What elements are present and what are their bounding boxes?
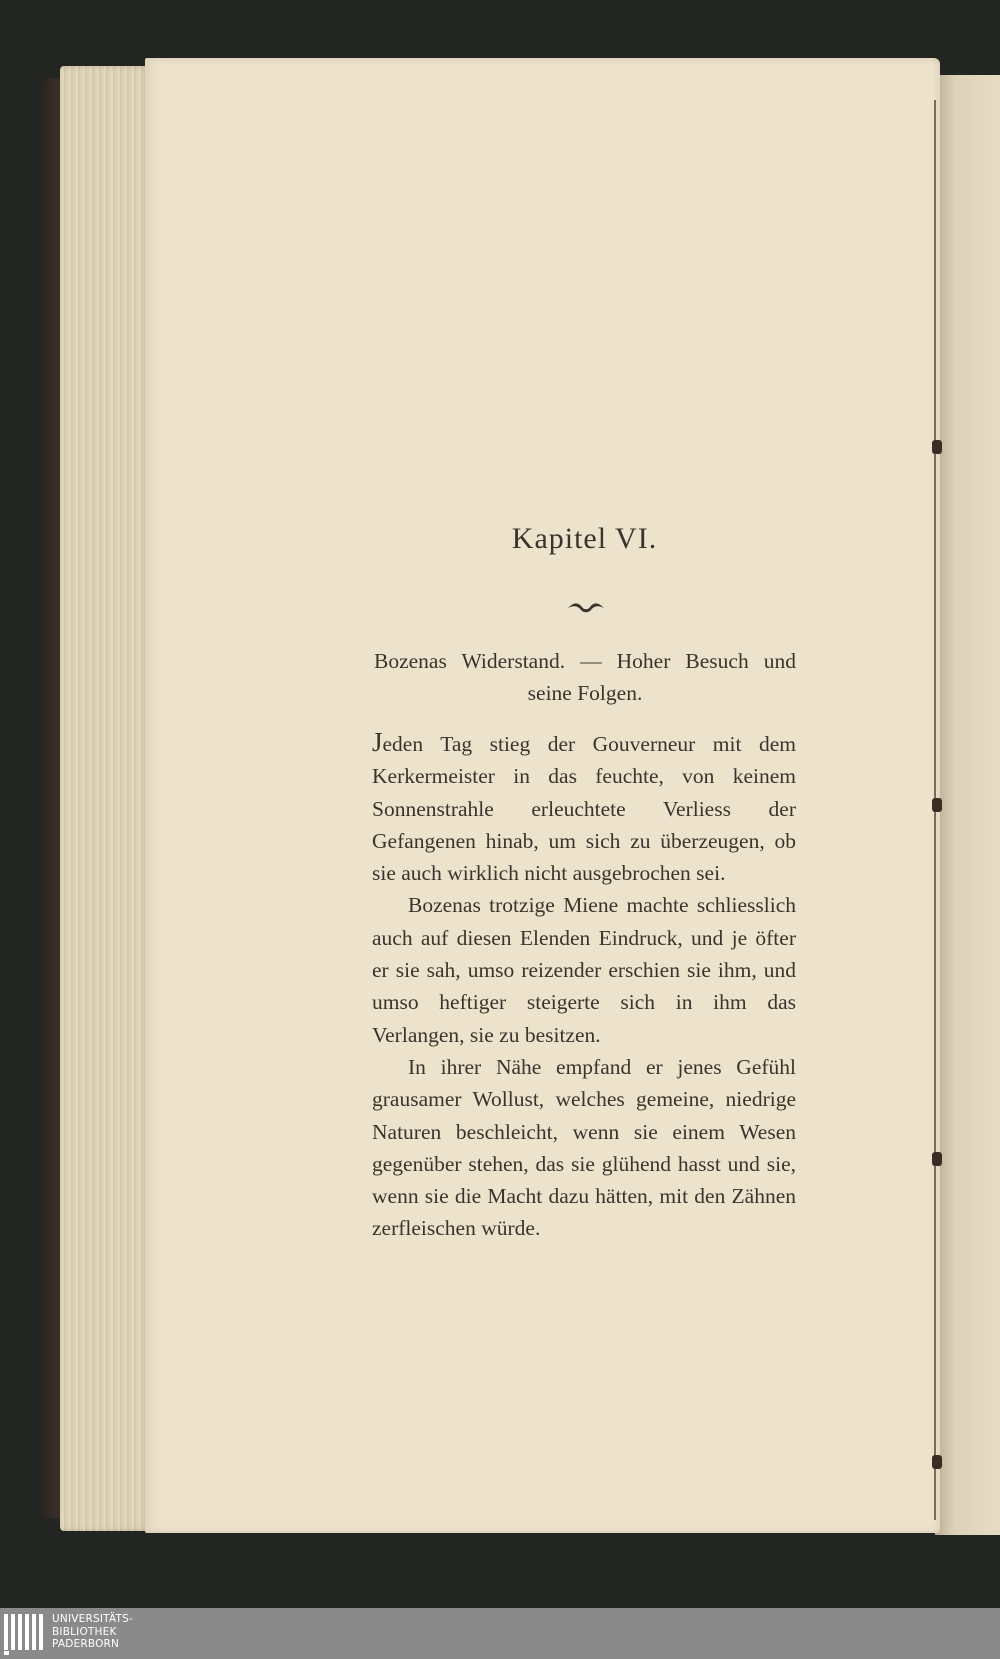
paragraph: Bozenas trotzige Miene machte schliesslich auch auf diesen Elenden Eindruck, und je öfter er sie sah, umso reizender erschien sie ihm, und umso heftiger steigerte sich in ihm das Verlangen, sie zu besitzen. — [372, 893, 796, 1047]
ornament-icon — [566, 600, 606, 614]
university-library-logo-icon — [2, 1612, 46, 1656]
chapter-title: Kapitel VI. — [511, 522, 658, 555]
binding-stitch — [932, 1152, 942, 1166]
library-name-line: PADERBORN — [52, 1638, 120, 1650]
library-name-line: UNIVERSITÄTS- — [52, 1613, 133, 1625]
facing-page-edge — [935, 75, 1000, 1535]
binding-stitch — [932, 440, 942, 454]
binding-stitch — [932, 798, 942, 812]
chapter-subtitle: Bozenas Widerstand. — Hoher Besuch und seine Folgen. — [374, 649, 796, 705]
paragraph-text: eden Tag stieg der Gouverneur mit dem Kerkermeister in das feuchte, von keinem Sonnenstrahle erleuchtete Verliess der Gefangenen hinab, um sich zu überzeugen, ob sie auch wirklich nicht ausgebrochen sei. — [372, 732, 796, 886]
paragraph — [372, 728, 796, 889]
library-name-line: BIBLIOTHEK — [52, 1625, 117, 1638]
library-name — [52, 1613, 133, 1651]
binding-stitch — [932, 1455, 942, 1469]
paragraph: In ihrer Nähe empfand er jenes Gefühl grausamer Wollust, welches gemeine, niedrige Naturen beschleicht, wenn sie einem Wesen gegenüber stehen, das sie glühend hasst und sie, wenn sie die Macht dazu hätten, mit den Zähnen zerfleischen würde. — [372, 1054, 796, 1241]
page-stack-edges — [60, 66, 150, 1531]
chapter-body — [372, 728, 796, 1245]
footer-bar — [0, 1608, 1000, 1659]
drop-cap: J — [372, 727, 383, 757]
